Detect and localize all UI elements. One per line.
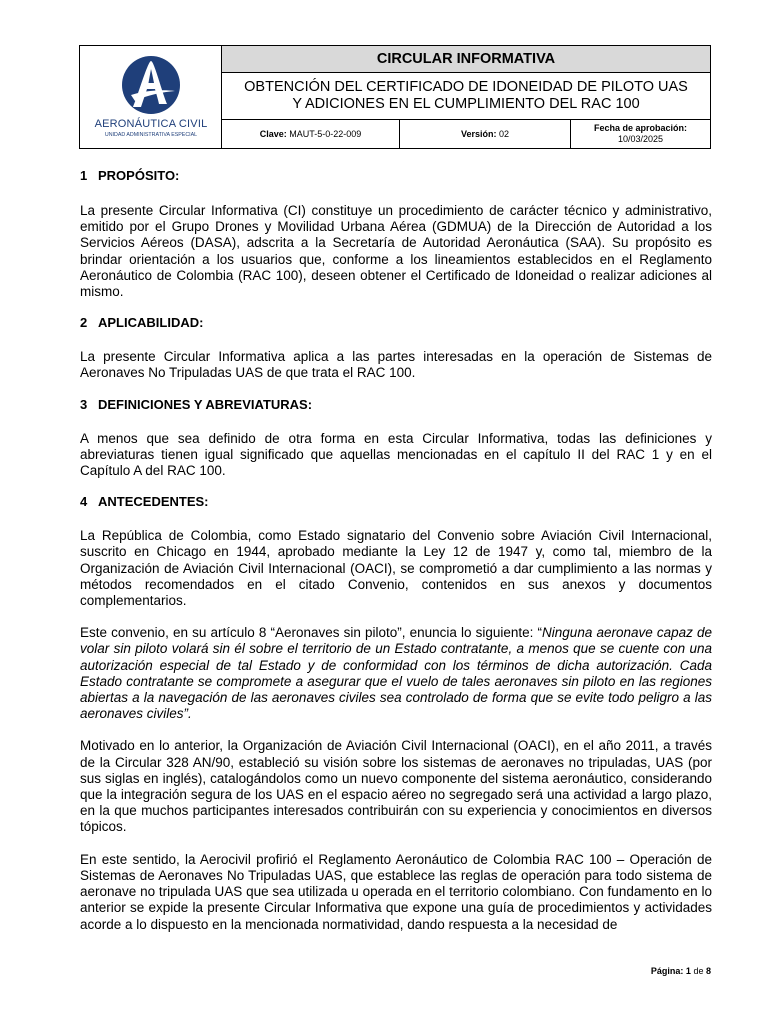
doc-version-value: 02: [499, 129, 510, 139]
doc-date-label: Fecha de aprobación:: [593, 123, 688, 133]
aerocivil-logo-icon: [121, 55, 181, 115]
section-heading-3: [80, 397, 712, 413]
paragraph: La presente Circular Informativa aplica a las partes interesadas en la operación de Sistemas de Aeronaves No Tripuladas UAS de que trata el RAC 100.: [80, 349, 712, 381]
section-number: 4: [80, 494, 88, 510]
doc-version-label: Versión:: [460, 129, 497, 139]
quote-text: Ninguna aeronave capaz de volar sin piloto volará sin él sobre el territorio de un Estado contratante, a menos que se cuente con una autorización especial de tal Estado y de conformidad con los términos de dicha autorización. Cada Estado contratante se compromete a asegurar que el vuelo de tales aeronaves sin piloto en las regiones abiertas a la navegación de las aeronaves civiles sea controlado de forma que se evite todo peligro a las aeronaves civiles”.: [80, 625, 712, 722]
document-header: [79, 45, 711, 149]
logo-block: [80, 46, 222, 148]
doc-date-cell: [571, 120, 710, 148]
doc-title-line-1: OBTENCIÓN DEL CERTIFICADO DE IDONEIDAD DE PILOTO UAS: [244, 79, 688, 95]
page-label: Página:: [650, 966, 684, 976]
paragraph: Motivado en lo anterior, la Organización de Aviación Civil Internacional (OACI), en el año 2011, a través de la Circular 328 AN/90, estableció su visión sobre los sistemas de aeronaves no tripuladas, UAS (por sus siglas en inglés), catalogándolos como un nuevo componente del sistema aeronáutico, considerando que la integración segura de los UAS en el espacio aéreo no segregado será una actividad a largo plazo, en la que muchos participantes interesados contribuirán con su experiencia y conocimientos en diversos tópicos.: [80, 738, 712, 835]
doc-meta-row: [222, 120, 710, 148]
doc-title-line-2: Y ADICIONES EN EL CUMPLIMIENTO DEL RAC 100: [292, 96, 640, 112]
quote-intro: Este convenio, en su artículo 8 “Aeronaves sin piloto”, enuncia lo siguiente: “: [80, 625, 543, 641]
quote-paragraph: [80, 625, 712, 722]
section-number: 3: [80, 396, 88, 412]
doc-date-value: 10/03/2025: [617, 134, 664, 144]
section-heading-2: [80, 315, 712, 331]
section-number: 1: [80, 168, 88, 183]
section-title: ANTECEDENTES:: [98, 494, 209, 510]
doc-code-value: MAUT-5-0-22-009: [289, 129, 362, 139]
org-name: AERONÁUTICA CIVIL: [94, 118, 208, 130]
page-total: 8: [705, 966, 711, 976]
section-title: DEFINICIONES Y ABREVIATURAS:: [98, 396, 313, 412]
page-current: 1: [685, 966, 691, 976]
doc-code-label: Clave:: [259, 129, 287, 139]
page-of: de: [693, 966, 704, 976]
paragraph: A menos que sea definido de otra forma en esta Circular Informativa, todas las definiciones y abreviaturas tienen igual significado que aquellas mencionadas en el capítulo II del RAC 1 y en el Capítulo A del RAC 100.: [80, 430, 712, 479]
section-heading-1: [80, 168, 712, 184]
section-title: APLICABILIDAD:: [98, 315, 204, 331]
paragraph: La República de Colombia, como Estado signatario del Convenio sobre Aviación Civil Internacional, suscrito en Chicago en 1944, aprobado mediante la Ley 12 de 1947 y, como tal, miembro de la Organización de Aviación Civil Internacional (OACI), se comprometió a dar cumplimiento a las normas y métodos recomendados en el citado Convenio, contenidos en sus anexos y documentos complementarios.: [80, 528, 712, 609]
section-title: PROPÓSITO:: [98, 168, 180, 183]
doc-type: CIRCULAR INFORMATIVA: [222, 46, 710, 73]
paragraph: En este sentido, la Aerocivil profirió el Reglamento Aeronáutico de Colombia RAC 100 – Operación de Sistemas de Aeronaves No Tripuladas UAS, que establece las reglas de operación para todo sistema de aeronave no tripulada UAS que sea utilizada u operada en el territorio colombiano. Con fundamento en lo anterior se expide la presente Circular Informativa que expone una guía de procedimientos y actividades acorde a lo dispuesto en la mencionada normatividad, dando respuesta a la necesidad de: [80, 851, 712, 932]
doc-code-cell: [222, 120, 400, 148]
org-subtitle: UNIDAD ADMINISTRATIVA ESPECIAL: [104, 132, 198, 138]
doc-title: [222, 73, 710, 120]
page-footer: [651, 966, 711, 976]
section-heading-4: [80, 494, 712, 510]
doc-version-cell: [400, 120, 571, 148]
document-body: [80, 168, 712, 933]
paragraph: La presente Circular Informativa (CI) constituye un procedimiento de carácter técnico y administrativo, emitido por el Grupo Drones y Movilidad Urbana Aérea (GDMUA) de la Dirección de Autoridad a los Servicios Aéreos (DASA), adscrita a la Secretaría de Autoridad Aeronáutica (SAA). Su propósito es brindar orientación a los usuarios que, conforme a los lineamientos establecidos en el Reglamento Aeronáutico de Colombia (RAC 100), deseen obtener el Certificado de Idoneidad o realizar adiciones al mismo.: [80, 203, 712, 300]
section-number: 2: [80, 315, 88, 331]
